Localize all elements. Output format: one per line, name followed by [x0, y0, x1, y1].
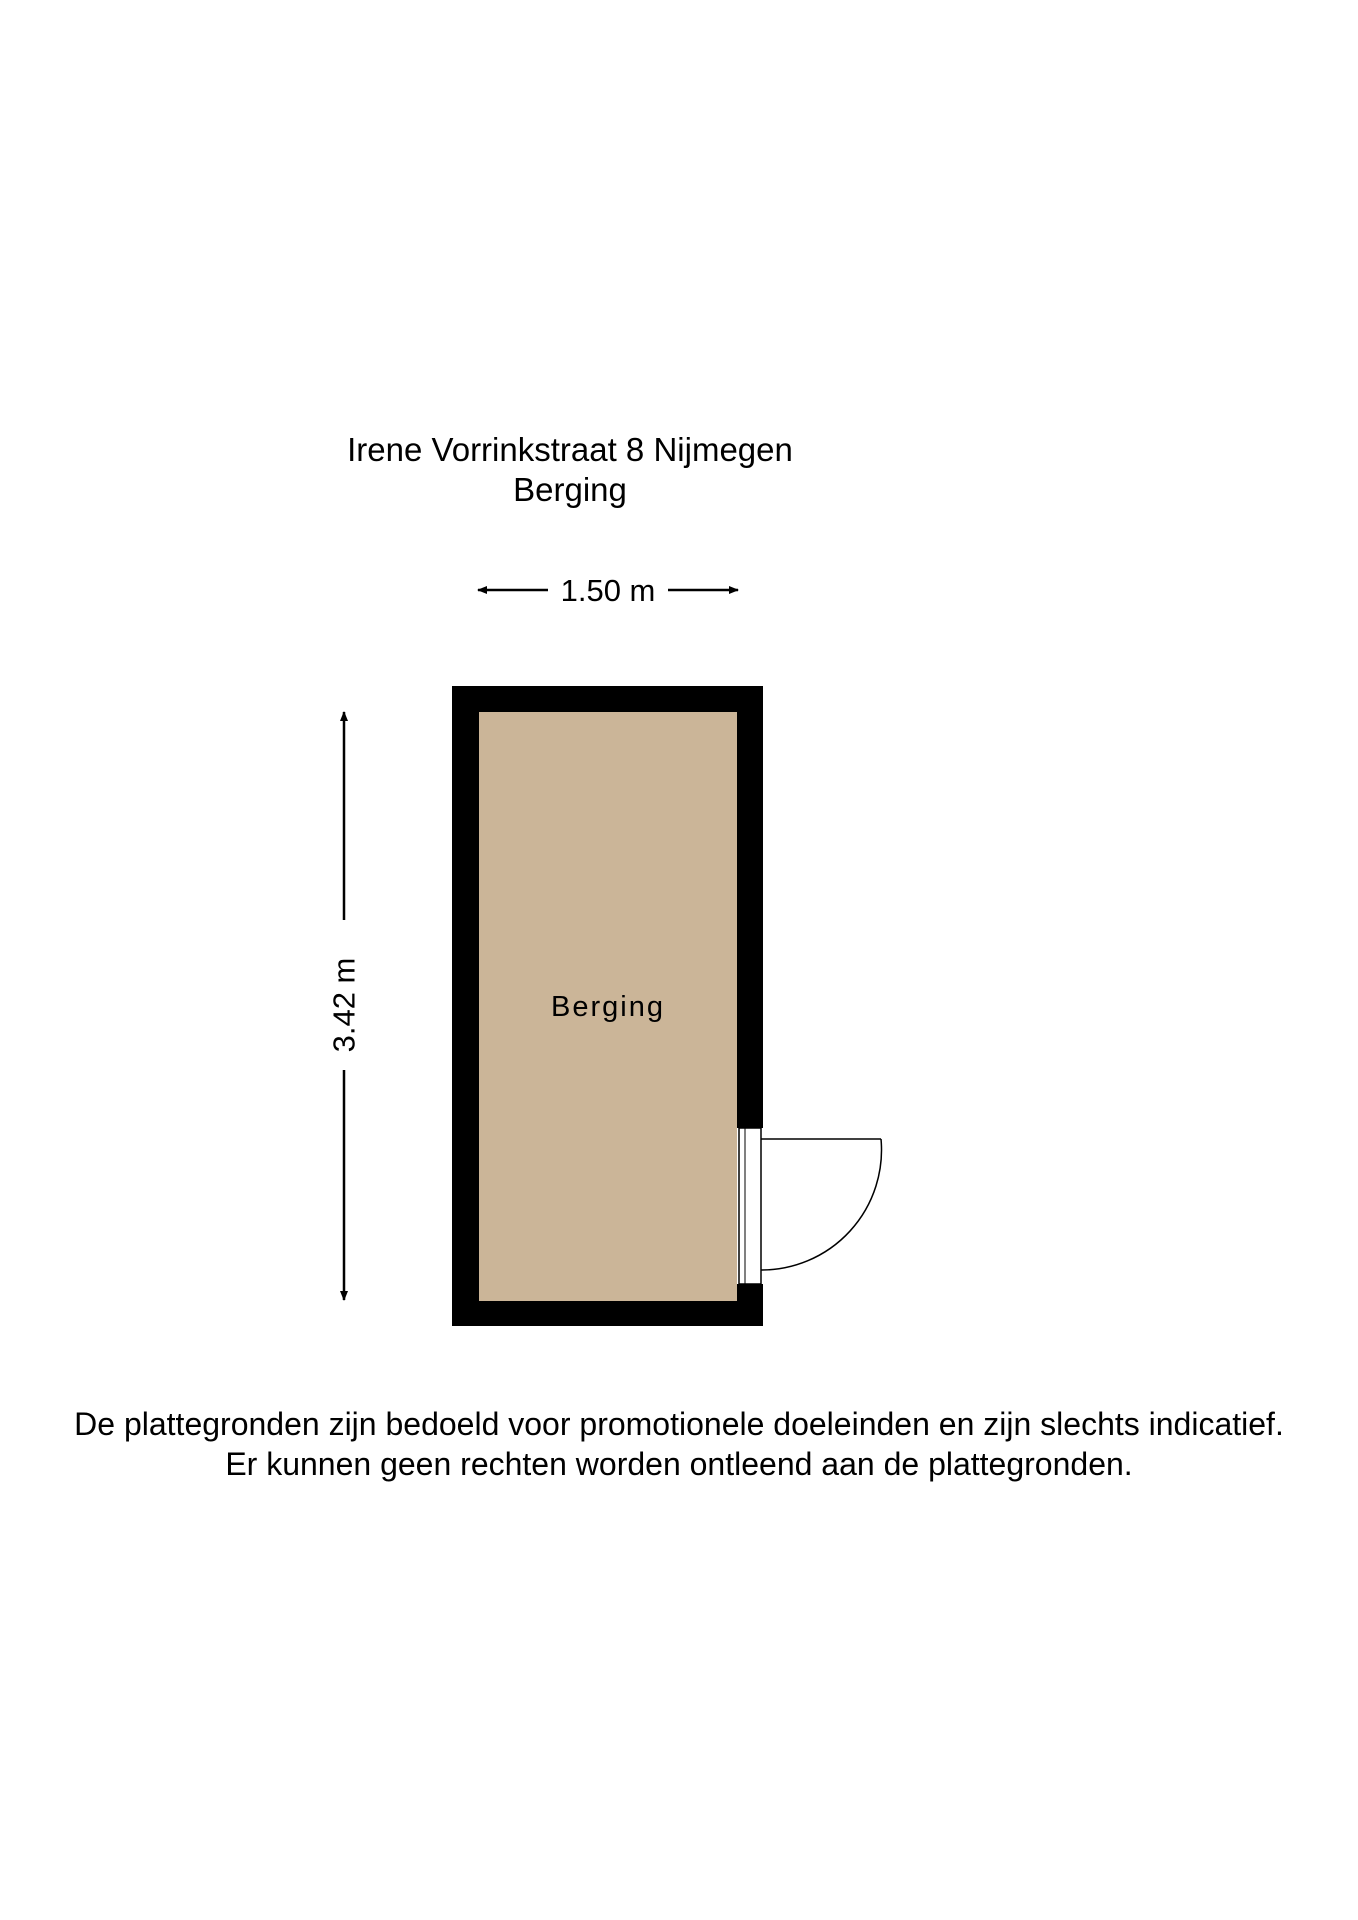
width-dimension-label: 1.50 m [560, 573, 656, 608]
disclaimer [0, 1404, 1358, 1484]
room-berging [452, 686, 763, 1326]
room-label: Berging [551, 991, 665, 1023]
disclaimer-line-1: De plattegronden zijn bedoeld voor promotionele doeleinden en zijn slechts indicatief. [74, 1406, 1284, 1442]
door [737, 1128, 882, 1284]
height-dimension [327, 712, 362, 1300]
height-dimension-label: 3.42 m [326, 957, 362, 1053]
width-dimension [478, 573, 738, 608]
door-opening [737, 1128, 763, 1284]
disclaimer-line-2: Er kunnen geen rechten worden ontleend aan de plattegronden. [225, 1446, 1133, 1482]
door-swing-arc [761, 1139, 882, 1270]
address-title: Irene Vorrinkstraat 8 Nijmegen [347, 431, 793, 468]
floor-title: Berging [513, 471, 627, 508]
